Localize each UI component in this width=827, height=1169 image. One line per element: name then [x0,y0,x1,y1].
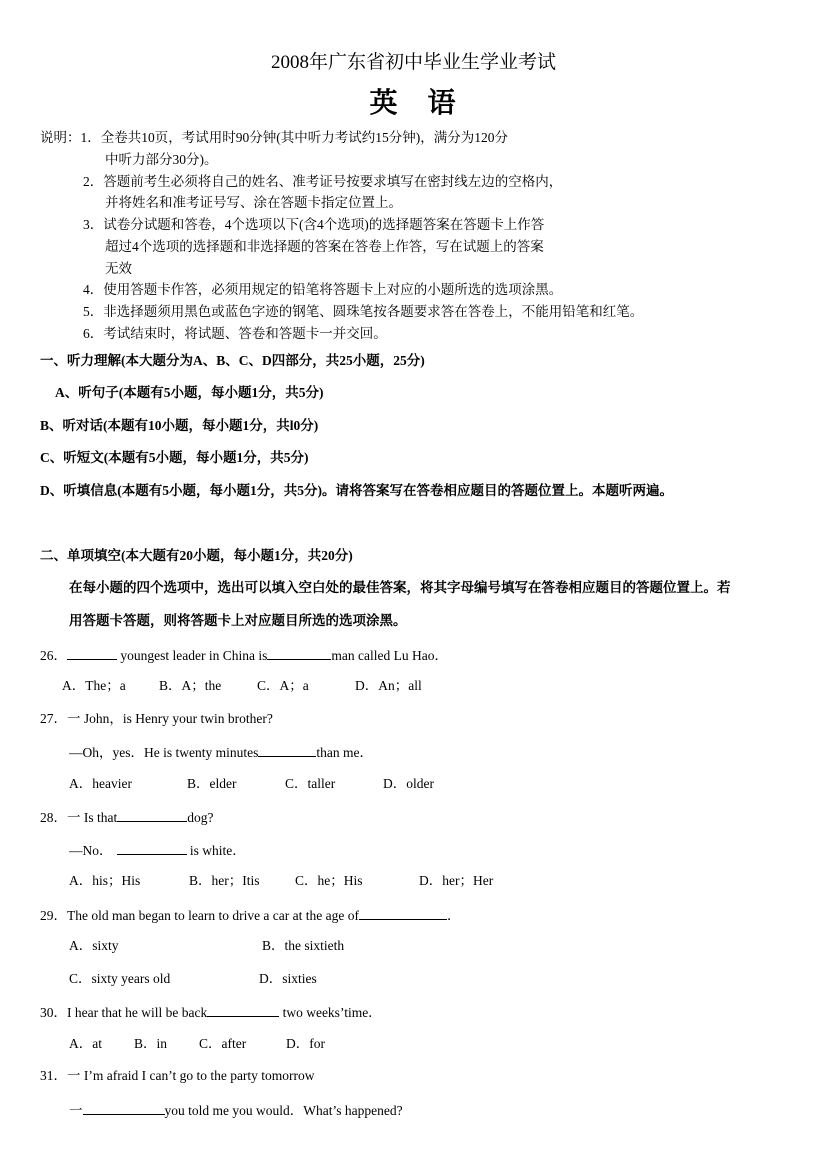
q26-option-d: D．An；all [355,678,422,693]
q27-option-a: A．heavier [69,776,132,791]
q30-option-b: B．in [134,1036,168,1051]
section-1d-heading: D、听填信息(本题有5小题，每小题1分，共5分)。请将答案写在答卷相应题目的答题位置上。本题听两遍。 [40,483,673,498]
q29-option-d: D．sixties [259,971,317,986]
section-2-heading: 二、单项填空(本大题有20小题，每小题1分，共20分) [40,548,353,563]
answer-blank [258,744,316,757]
q29-option-a: A．sixty [69,938,119,953]
answer-blank [67,647,117,660]
question-29: 29．The old man began to learn to drive a car at the age of ． [40,908,461,923]
q27-option-c: C．taller [285,776,336,791]
note-1-cont: 中听力部分30分)。 [105,152,218,167]
q26-option-c: C．A；a [257,678,309,693]
question-31-reply: 一 you told me you would．What’s happened? [69,1103,403,1118]
section-1a-heading: A、听句子(本题有5小题，每小题1分，共5分) [55,385,324,400]
note-5: 5．非选择题须用黑色或蓝色字迹的钢笔、圆珠笔按各题要求答在答卷上，不能用铅笔和红笔。 [83,304,644,319]
q28-option-d: D．her；Her [419,873,494,888]
note-3-cont-2: 无效 [105,261,132,276]
q28-option-c: C．he；His [295,873,363,888]
note-3: 3．试卷分试题和答卷，4个选项以下(含4个选项)的选择题答案在答题卡上作答 [83,217,545,232]
note-2: 2．答题前考生必须将自己的姓名、准考证号按要求填写在密封线左边的空格内， [83,174,563,189]
note-1: 说明：1．全卷共10页，考试用时90分钟(其中听力考试约15分钟)，满分为120分 [40,130,508,145]
note-6: 6．考试结束时，将试题、答卷和答题卡一并交回。 [83,326,387,341]
subject-char-1: 英 [369,88,400,119]
section-2-instructions-cont: 用答题卡答题，则将答题卡上对应题目所选的选项涂黑。 [69,613,407,628]
question-31: 31．一 I’m afraid I can’t go to the party tomorrow [40,1068,315,1083]
note-3-cont: 超过4个选项的选择题和非选择题的答案在答卷上作答，写在试题上的答案 [105,239,544,254]
question-26: 26． youngest leader in China is man called Lu Hao． [40,648,448,663]
question-27: 27．一 John，is Henry your twin brother? [40,711,273,726]
answer-blank [359,907,447,920]
q30-option-c: C．after [199,1036,247,1051]
section-1-heading: 一、听力理解(本大题分为A、B、C、D四部分，共25小题，25分) [40,353,425,368]
section-1c-heading: C、听短文(本题有5小题，每小题1分，共5分) [40,450,309,465]
answer-blank [117,809,187,822]
answer-blank [83,1102,165,1115]
q30-option-d: D．for [286,1036,325,1051]
note-4: 4．使用答题卡作答，必须用规定的铅笔将答题卡上对应的小题所选的选项涂黑。 [83,282,563,297]
answer-blank [207,1004,279,1017]
q29-option-b: B．the sixtieth [262,938,345,953]
q26-option-a: A．The；a [62,678,126,693]
q26-option-b: B．A；the [159,678,222,693]
notes-label: 说明： [40,130,81,145]
q30-option-a: A．at [69,1036,102,1051]
note-2-cont: 并将姓名和准考证号写、涂在答题卡指定位置上。 [105,195,402,210]
exam-title: 2008年广东省初中毕业生学业考试 [270,52,556,73]
q27-option-b: B．elder [187,776,237,791]
q28-option-a: A．his；His [69,873,141,888]
question-28: 28．一 Is that dog? [40,810,214,825]
question-30: 30．I hear that he will be back two weeks’time． [40,1005,382,1020]
section-1b-heading: B、听对话(本题有10小题，每小题1分，共l0分) [40,418,319,433]
question-27-reply: —Oh，yes．He is twenty minutes than me． [69,745,373,760]
question-28-reply: —No． is white． [69,843,246,858]
answer-blank [117,842,187,855]
answer-blank [267,647,331,660]
subject-title [0,90,827,118]
subject-char-2: 语 [427,88,458,119]
q27-option-d: D．older [383,776,434,791]
section-2-instructions: 在每小题的四个选项中，选出可以填入空白处的最佳答案，将其字母编号填写在答卷相应题目的答题位置上。若 [69,580,731,595]
q29-option-c: C．sixty years old [69,971,171,986]
q28-option-b: B．her；Itis [189,873,260,888]
